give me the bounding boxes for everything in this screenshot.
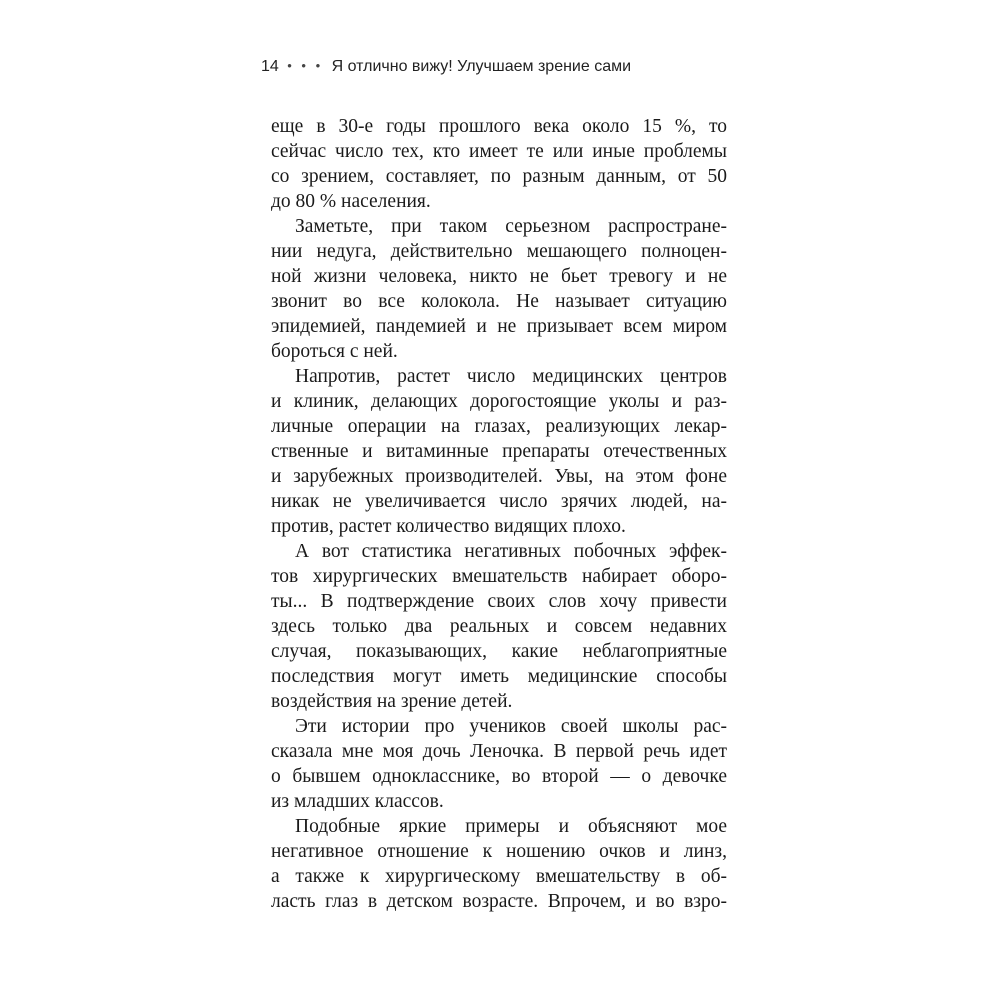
body-text: [271, 114, 727, 914]
text-line: случая, показывающих, какие неблагоприятные: [271, 641, 727, 662]
text-line: последствия могут иметь медицинские способы: [271, 666, 727, 687]
text-line: Напротив, растет число медицинских центров: [295, 366, 727, 387]
text-line: ты... В подтверждение своих слов хочу привести: [271, 591, 727, 612]
text-line: эпидемией, пандемией и не призывает всем миром: [271, 316, 727, 337]
running-header: [261, 58, 631, 76]
text-line: ной жизни человека, никто не бьет тревогу и не: [271, 266, 727, 287]
text-line: воздействия на зрение детей.: [271, 691, 513, 712]
text-line: Заметьте, при таком серьезном распростране-: [295, 216, 727, 237]
text-line: сказала мне моя дочь Леночка. В первой речь идет: [271, 741, 727, 762]
text-line: ласть глаз в детском возрасте. Впрочем, и во взро-: [271, 891, 727, 912]
text-line: со зрением, составляет, по разным данным, от 50: [271, 166, 727, 187]
text-line: никак не увеличивается число зрячих людей, на-: [271, 491, 727, 512]
page-number: 14: [261, 58, 279, 75]
text-line: здесь только два реальных и совсем недавних: [271, 616, 727, 637]
text-line: тов хирургических вмешательств набирает оборо-: [271, 566, 727, 587]
text-line: звонит во все колокола. Не называет ситуацию: [271, 291, 727, 312]
text-line: негативное отношение к ношению очков и линз,: [271, 841, 727, 862]
text-line: нии недуга, действительно мешающего полноцен-: [271, 241, 727, 262]
text-line: А вот статистика негативных побочных эффек-: [295, 541, 727, 562]
book-title: Я отлично вижу! Улучшаем зрение сами: [331, 58, 632, 75]
text-line: еще в 30-е годы прошлого века около 15 %, то: [271, 116, 727, 137]
text-line: а также к хирургическому вмешательству в об-: [271, 866, 727, 887]
text-line: и зарубежных производителей. Увы, на этом фоне: [271, 466, 727, 487]
text-line: сейчас число тех, кто имеет те или иные проблемы: [271, 141, 727, 162]
text-line: о бывшем однокласснике, во второй — о девочке: [271, 766, 727, 787]
text-line: из младших классов.: [271, 791, 444, 812]
text-line: Подобные яркие примеры и объясняют мое: [295, 816, 727, 837]
text-line: Эти истории про учеников своей школы рас-: [295, 716, 727, 737]
text-line: против, растет количество видящих плохо.: [271, 516, 626, 537]
text-line: и клиник, делающих дорогостоящие уколы и раз-: [271, 391, 727, 412]
header-separator: • • •: [287, 58, 324, 73]
text-line: ственные и витаминные препараты отечественных: [271, 441, 727, 462]
text-line: до 80 % населения.: [271, 191, 431, 212]
text-line: личные операции на глазах, реализующих лекар-: [271, 416, 727, 437]
text-line: бороться с ней.: [271, 341, 398, 362]
